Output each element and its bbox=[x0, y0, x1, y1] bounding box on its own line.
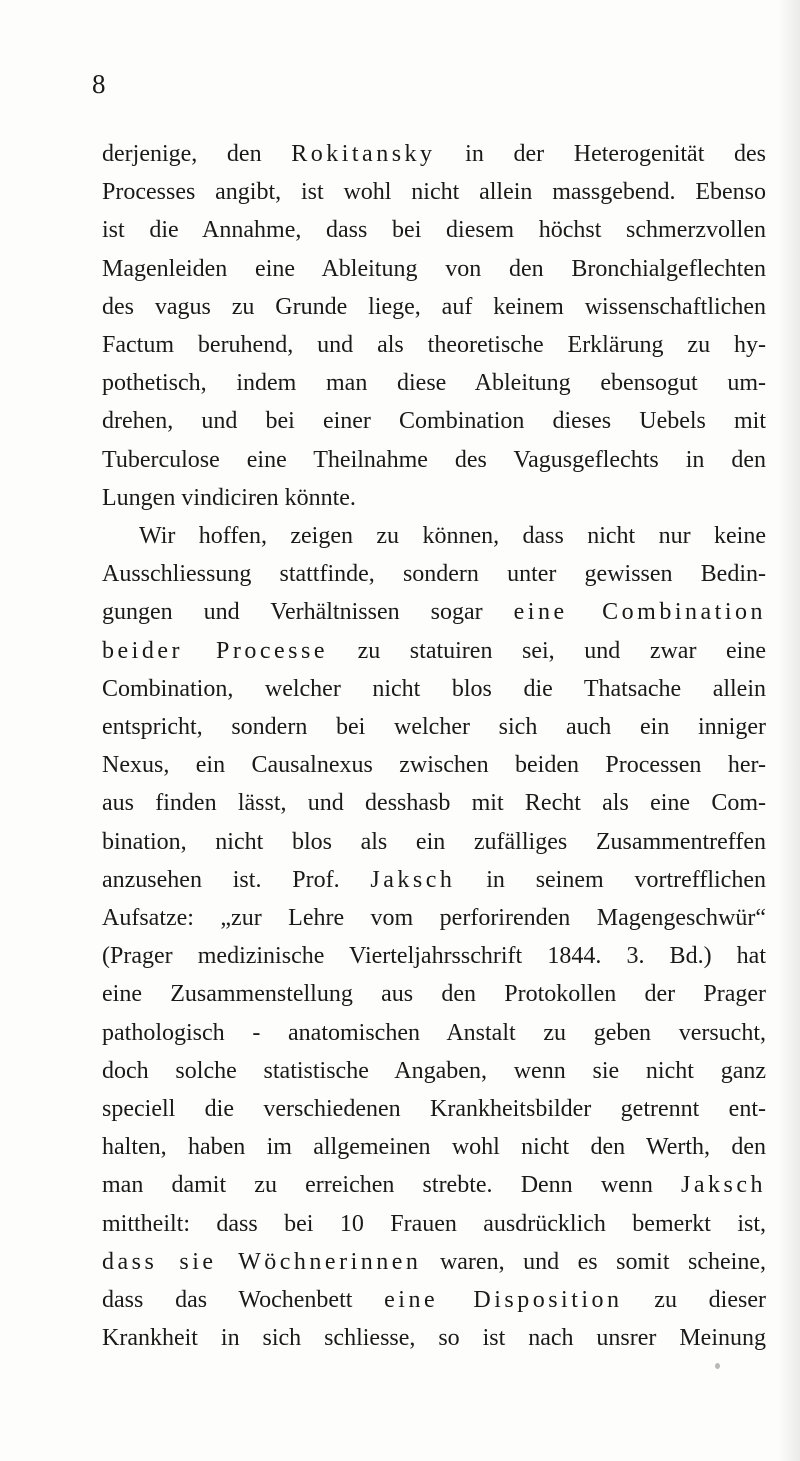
text-run: ist die Annahme, dass bei diesem höchst schmerzvollen bbox=[102, 217, 766, 244]
text-run: pathologisch - anatomischen Anstalt zu geben versucht, bbox=[102, 1019, 766, 1046]
text-run: Combination, welcher nicht blos die Thatsache allein bbox=[102, 675, 766, 702]
text-run: anzusehen ist. Prof. bbox=[102, 866, 371, 893]
text-run: drehen, und bei einer Combination dieses Uebels mit bbox=[102, 408, 766, 435]
text-line bbox=[102, 288, 766, 326]
text-run: bination, nicht blos als ein zufälliges Zusammentreffen bbox=[102, 828, 766, 855]
text-run: entspricht, sondern bei welcher sich auch ein inniger bbox=[102, 714, 766, 741]
text-line bbox=[102, 402, 766, 440]
text-line bbox=[102, 1090, 766, 1128]
text-run: Krankheit in sich schliesse, so ist nach unsrer Meinung bbox=[102, 1325, 766, 1352]
text-run: des vagus zu Grunde liege, auf keinem wissenschaftlichen bbox=[102, 293, 766, 320]
spaced-emphasis: beider Processe bbox=[102, 637, 329, 664]
text-line bbox=[102, 1205, 766, 1243]
text-line bbox=[102, 555, 766, 593]
text-line bbox=[102, 441, 766, 479]
text-line bbox=[102, 517, 766, 555]
text-run: (Prager medizinische Vierteljahrsschrift 1844. 3. Bd.) hat bbox=[102, 943, 766, 970]
paper-speck bbox=[715, 1363, 720, 1369]
spaced-emphasis: eine Combination bbox=[513, 599, 766, 626]
text-run: pothetisch, indem man diese Ableitung ebensogut um- bbox=[102, 370, 766, 397]
text-run: man damit zu erreichen strebte. Denn wenn bbox=[102, 1172, 682, 1199]
spaced-emphasis: dass sie Wöchnerinnen bbox=[102, 1248, 422, 1275]
text-run: gungen und Verhältnissen sogar bbox=[102, 599, 514, 626]
text-line bbox=[102, 823, 766, 861]
text-run: Factum beruhend, und als theoretische Erklärung zu hy- bbox=[102, 332, 766, 359]
text-run: Aufsatze: „zur Lehre vom perforirenden Magengeschwür“ bbox=[102, 905, 766, 932]
text-line bbox=[102, 479, 766, 517]
text-run: zu statuiren sei, und zwar eine bbox=[328, 637, 766, 664]
text-run: in seinem vortrefflichen bbox=[455, 866, 766, 893]
text-run: Ausschliessung stattfinde, sondern unter gewissen Bedin- bbox=[102, 561, 766, 588]
body-text bbox=[102, 135, 766, 1358]
spaced-emphasis: eine Disposition bbox=[384, 1287, 623, 1314]
text-line bbox=[102, 1166, 766, 1204]
text-run: dass das Wochenbett bbox=[102, 1287, 385, 1314]
text-run: Lungen vindiciren könnte. bbox=[102, 484, 356, 511]
text-run: waren, und es somit scheine, bbox=[421, 1248, 767, 1275]
text-line bbox=[102, 975, 766, 1013]
text-line bbox=[102, 1243, 766, 1281]
text-line bbox=[102, 1014, 766, 1052]
text-run: halten, haben im allgemeinen wohl nicht den Werth, den bbox=[102, 1134, 766, 1161]
text-run: doch solche statistische Angaben, wenn sie nicht ganz bbox=[102, 1057, 766, 1084]
text-line bbox=[102, 1319, 766, 1357]
text-line bbox=[102, 593, 766, 631]
page-edge-shadow bbox=[778, 0, 800, 1461]
text-line bbox=[102, 784, 766, 822]
text-line bbox=[102, 632, 766, 670]
text-line bbox=[102, 670, 766, 708]
text-line bbox=[102, 364, 766, 402]
text-run: eine Zusammenstellung aus den Protokollen der Prager bbox=[102, 981, 766, 1008]
text-line bbox=[102, 861, 766, 899]
text-line bbox=[102, 1281, 766, 1319]
page-number: 8 bbox=[92, 69, 106, 99]
text-line bbox=[102, 746, 766, 784]
text-run: zu dieser bbox=[622, 1287, 766, 1314]
text-run: Nexus, ein Causalnexus zwischen beiden Processen her- bbox=[102, 752, 766, 779]
text-line bbox=[102, 326, 766, 364]
text-run: Wir hoffen, zeigen zu können, dass nicht nur keine bbox=[139, 523, 766, 550]
spaced-emphasis: Jaksch bbox=[370, 866, 456, 893]
text-run: mittheilt: dass bei 10 Frauen ausdrücklich bemerkt ist, bbox=[102, 1210, 766, 1237]
text-run: Magenleiden eine Ableitung von den Bronchialgeflechten bbox=[102, 255, 766, 282]
text-run: aus finden lässt, und desshasb mit Recht als eine Com- bbox=[102, 790, 766, 817]
text-run: in der Heterogenität des bbox=[435, 141, 766, 167]
text-run: derjenige, den bbox=[102, 141, 292, 167]
spaced-emphasis: Rokitansky bbox=[291, 141, 436, 167]
text-line bbox=[102, 937, 766, 975]
text-run: Processes angibt, ist wohl nicht allein massgebend. Ebenso bbox=[102, 179, 766, 206]
text-line bbox=[102, 135, 766, 173]
text-line bbox=[102, 173, 766, 211]
text-run: Tuberculose eine Theilnahme des Vagusgeflechts in den bbox=[102, 446, 766, 473]
text-line bbox=[102, 708, 766, 746]
text-run: speciell die verschiedenen Krankheitsbilder getrennt ent- bbox=[102, 1096, 766, 1123]
text-line bbox=[102, 1052, 766, 1090]
spaced-emphasis: Jaksch bbox=[681, 1172, 766, 1199]
text-line bbox=[102, 211, 766, 249]
text-line bbox=[102, 1128, 766, 1166]
text-line bbox=[102, 250, 766, 288]
text-line bbox=[102, 899, 766, 937]
